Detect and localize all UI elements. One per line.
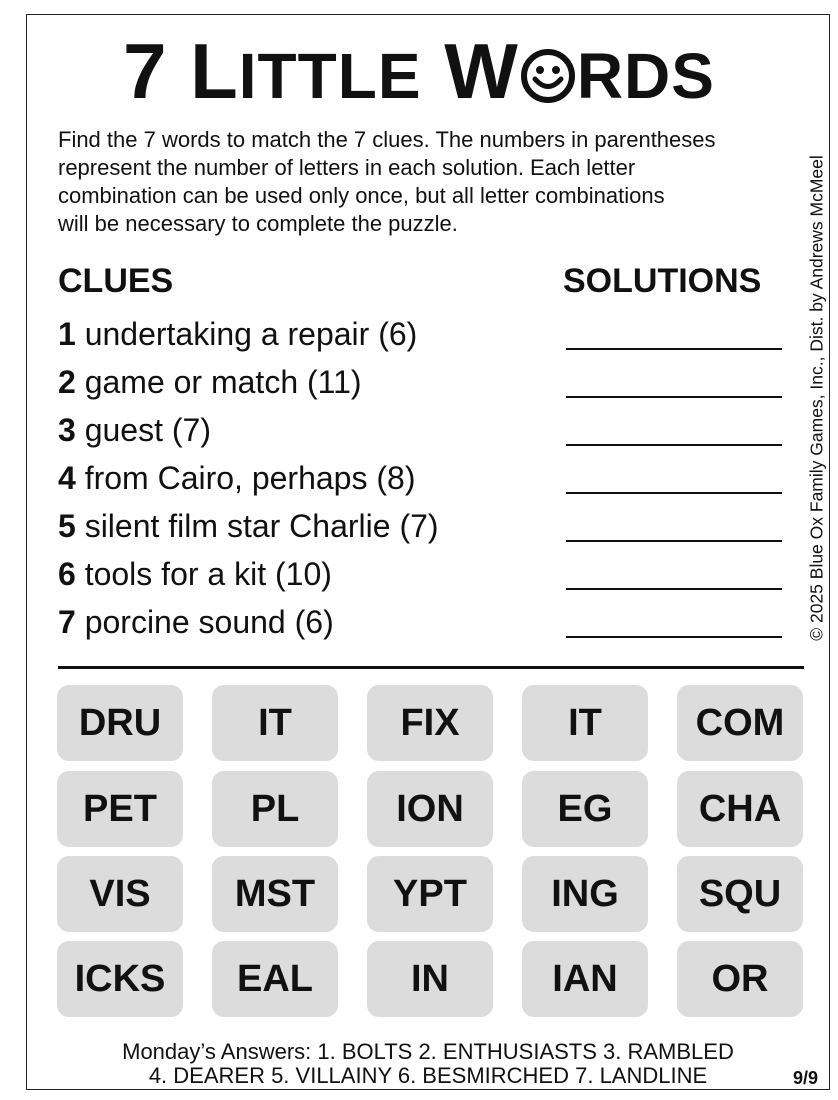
clue-number: 6 bbox=[58, 556, 76, 592]
title-part-2: W bbox=[444, 27, 519, 115]
letter-tile[interactable]: IT bbox=[522, 685, 648, 761]
clue-number: 4 bbox=[58, 460, 76, 496]
clue-text: tools for a kit (10) bbox=[84, 556, 332, 592]
clue-7 bbox=[58, 604, 334, 641]
letter-tile[interactable]: IAN bbox=[522, 941, 648, 1017]
letter-tile[interactable]: CHA bbox=[677, 771, 803, 847]
copyright-notice: © 2025 Blue Ox Family Games, Inc., Dist. by Andrews McMeel bbox=[806, 155, 827, 641]
solution-blank-4[interactable] bbox=[566, 492, 782, 494]
clue-text: from Cairo, perhaps (8) bbox=[84, 460, 416, 496]
solution-blank-1[interactable] bbox=[566, 348, 782, 350]
clue-text: game or match (11) bbox=[84, 364, 362, 400]
clue-5 bbox=[58, 508, 439, 545]
letter-tile[interactable]: EG bbox=[522, 771, 648, 847]
clue-1 bbox=[58, 316, 417, 353]
clue-number: 2 bbox=[58, 364, 76, 400]
solution-blank-5[interactable] bbox=[566, 540, 782, 542]
letter-tile[interactable]: ING bbox=[522, 856, 648, 932]
page-number: 9/9 bbox=[793, 1068, 819, 1088]
clue-3 bbox=[58, 412, 211, 449]
title-part-3: RDS bbox=[576, 40, 715, 112]
clue-text: porcine sound (6) bbox=[84, 604, 334, 640]
letter-tile[interactable]: COM bbox=[677, 685, 803, 761]
solution-blank-2[interactable] bbox=[566, 396, 782, 398]
instructions-line: will be necessary to complete the puzzle. bbox=[58, 211, 458, 236]
clue-6 bbox=[58, 556, 332, 593]
previous-answers-line-1: Monday’s Answers: 1. BOLTS 2. ENTHUSIASTS 3. RAMBLED bbox=[122, 1039, 734, 1064]
solutions-header: SOLUTIONS bbox=[563, 262, 762, 300]
letter-tile[interactable]: ION bbox=[367, 771, 493, 847]
puzzle-title bbox=[0, 27, 838, 116]
clue-text: silent film star Charlie (7) bbox=[84, 508, 439, 544]
clues-header: CLUES bbox=[58, 262, 174, 300]
title-part-1: 7 L bbox=[123, 27, 239, 115]
instructions-line: Find the 7 words to match the 7 clues. The numbers in parentheses bbox=[58, 127, 716, 152]
solution-blank-7[interactable] bbox=[566, 636, 782, 638]
letter-tile[interactable]: VIS bbox=[57, 856, 183, 932]
clue-4 bbox=[58, 460, 415, 497]
previous-answers-line-2: 4. DEARER 5. VILLAINY 6. BESMIRCHED 7. LANDLINE bbox=[148, 1063, 708, 1088]
instructions bbox=[58, 126, 808, 238]
letter-tile[interactable]: PET bbox=[57, 771, 183, 847]
letter-tile[interactable]: IT bbox=[212, 685, 338, 761]
solution-blank-3[interactable] bbox=[566, 444, 782, 446]
title-part-1-small: ITTLE bbox=[238, 40, 422, 112]
letter-tile[interactable]: IN bbox=[367, 941, 493, 1017]
smiley-icon bbox=[520, 38, 576, 116]
letter-tile[interactable]: FIX bbox=[367, 685, 493, 761]
letter-tile[interactable]: SQU bbox=[677, 856, 803, 932]
clue-number: 3 bbox=[58, 412, 76, 448]
letter-tile[interactable]: OR bbox=[677, 941, 803, 1017]
letter-tile[interactable]: YPT bbox=[367, 856, 493, 932]
clue-number: 5 bbox=[58, 508, 76, 544]
clue-text: guest (7) bbox=[84, 412, 211, 448]
letter-tile[interactable]: PL bbox=[212, 771, 338, 847]
letter-tile[interactable]: ICKS bbox=[57, 941, 183, 1017]
clue-text: undertaking a repair (6) bbox=[84, 316, 418, 352]
letter-tile[interactable]: MST bbox=[212, 856, 338, 932]
instructions-line: combination can be used only once, but all letter combinations bbox=[58, 183, 665, 208]
letter-tile[interactable]: DRU bbox=[57, 685, 183, 761]
clue-number: 7 bbox=[58, 604, 76, 640]
solution-blank-6[interactable] bbox=[566, 588, 782, 590]
divider bbox=[58, 666, 804, 669]
letter-tile[interactable]: EAL bbox=[212, 941, 338, 1017]
clue-2 bbox=[58, 364, 362, 401]
clue-number: 1 bbox=[58, 316, 76, 352]
instructions-line: represent the number of letters in each solution. Each letter bbox=[58, 155, 636, 180]
